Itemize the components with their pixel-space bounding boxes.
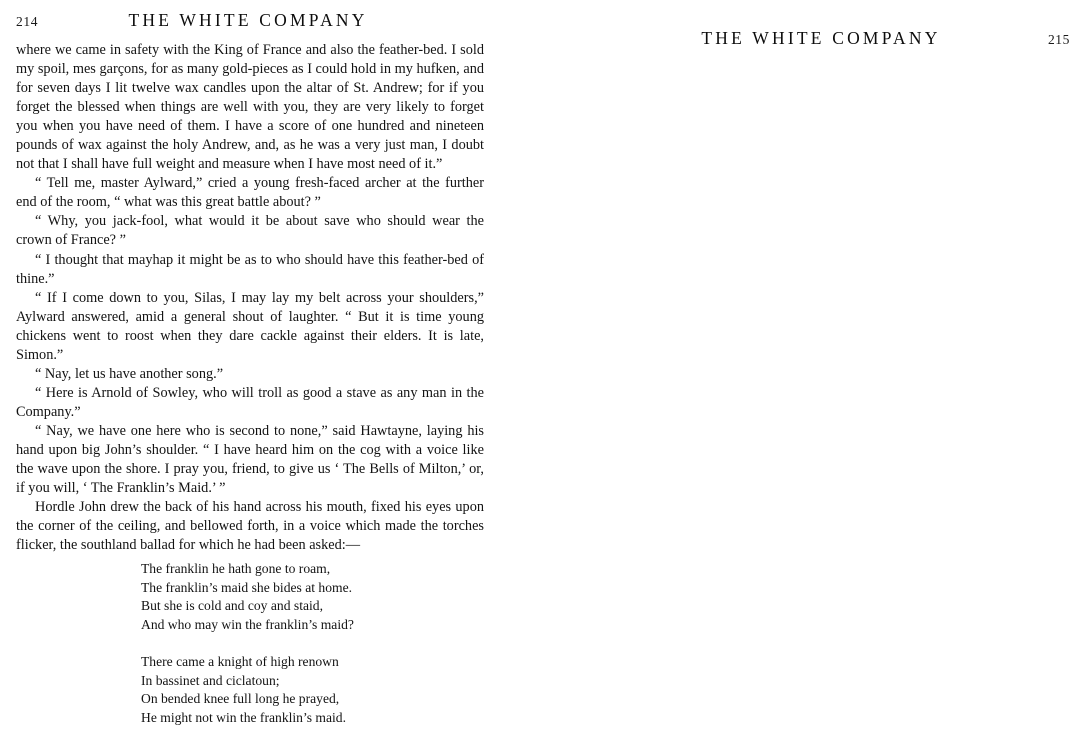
verse-line: And who may win the franklin’s maid? bbox=[141, 616, 354, 632]
page-right bbox=[541, 0, 1082, 731]
paragraph: “ Nay, let us have another song.” bbox=[35, 365, 224, 382]
paragraph: “ If I come down to you, Silas, I may lay my belt across your shoulders,” Aylward answered, amid a general shout of laughter. “ But it is time young chickens went to roost when they dare cackle against their elders. It is late, Simon.” bbox=[16, 289, 484, 363]
running-head-title-right: THE WHITE COMPANY bbox=[701, 28, 941, 48]
verse-line: The franklin’s maid she bides at home. bbox=[141, 579, 353, 595]
paragraph: Hordle John drew the back of his hand across his mouth, fixed his eyes upon the corner of the ceiling, and bellowed forth, in a voice which made the torches flicker, the southland ballad for which he had been asked:— bbox=[16, 499, 484, 554]
running-head-title-left: THE WHITE COMPANY bbox=[128, 10, 368, 30]
paragraph: “ I thought that mayhap it might be as to who should have this feather-bed of thine.” bbox=[16, 251, 484, 287]
verse-line: The franklin he hath gone to roam, bbox=[141, 561, 331, 576]
paragraph: “ Nay, we have one here who is second to none,” said Hawtayne, laying his hand upon big John’s shoulder. “ I have heard him on the cog with a voice like the wave upon the shore. I pray you, friend, to give us ‘ The Bells of Milton,’ or, if you will, ‘ The Franklin’s Maid.’ ” bbox=[16, 422, 484, 497]
folio-right: 215 bbox=[1047, 32, 1070, 47]
verse-line: He might not win the franklin’s maid. bbox=[141, 709, 347, 725]
verse-line: But she is cold and coy and staid, bbox=[141, 598, 323, 614]
stanza bbox=[141, 653, 354, 727]
folio-left: 214 bbox=[16, 14, 39, 29]
paragraph: where we came in safety with the King of France and also the feather-bed. I sold my spoil, mes garçons, for as many gold-pieces as I could hold in my hufken, and for seven days I lit twelve wax candles upon the altar of St. Andrew; for if you forget the blessed when things are well with you, they are very likely to forget you when you have need of them. I have a score of one hundred and nineteen pounds of wax against the holy Andrew, and, as he was a very just man, I doubt not that I shall have full weight and measure when I have most need of it.” bbox=[16, 42, 484, 173]
running-head-left bbox=[16, 10, 484, 32]
paragraph: “ Here is Arnold of Sowley, who will troll as good a stave as any man in the Company.” bbox=[16, 384, 484, 420]
verse-block-left bbox=[141, 560, 354, 727]
paragraph: “ Tell me, master Aylward,” cried a young fresh-faced archer at the further end of the room, “ what was this great battle about? ” bbox=[16, 175, 484, 211]
body-text-left bbox=[16, 41, 484, 555]
running-head-right bbox=[598, 28, 1070, 50]
verse-line: There came a knight of high renown bbox=[141, 653, 339, 669]
verse-line: In bassinet and ciclatoun; bbox=[141, 672, 280, 688]
paragraph: “ Why, you jack-fool, what would it be about save who should wear the crown of France? ” bbox=[16, 213, 484, 249]
stanza bbox=[141, 560, 354, 634]
verse-line: On bended knee full long he prayed, bbox=[141, 691, 340, 707]
